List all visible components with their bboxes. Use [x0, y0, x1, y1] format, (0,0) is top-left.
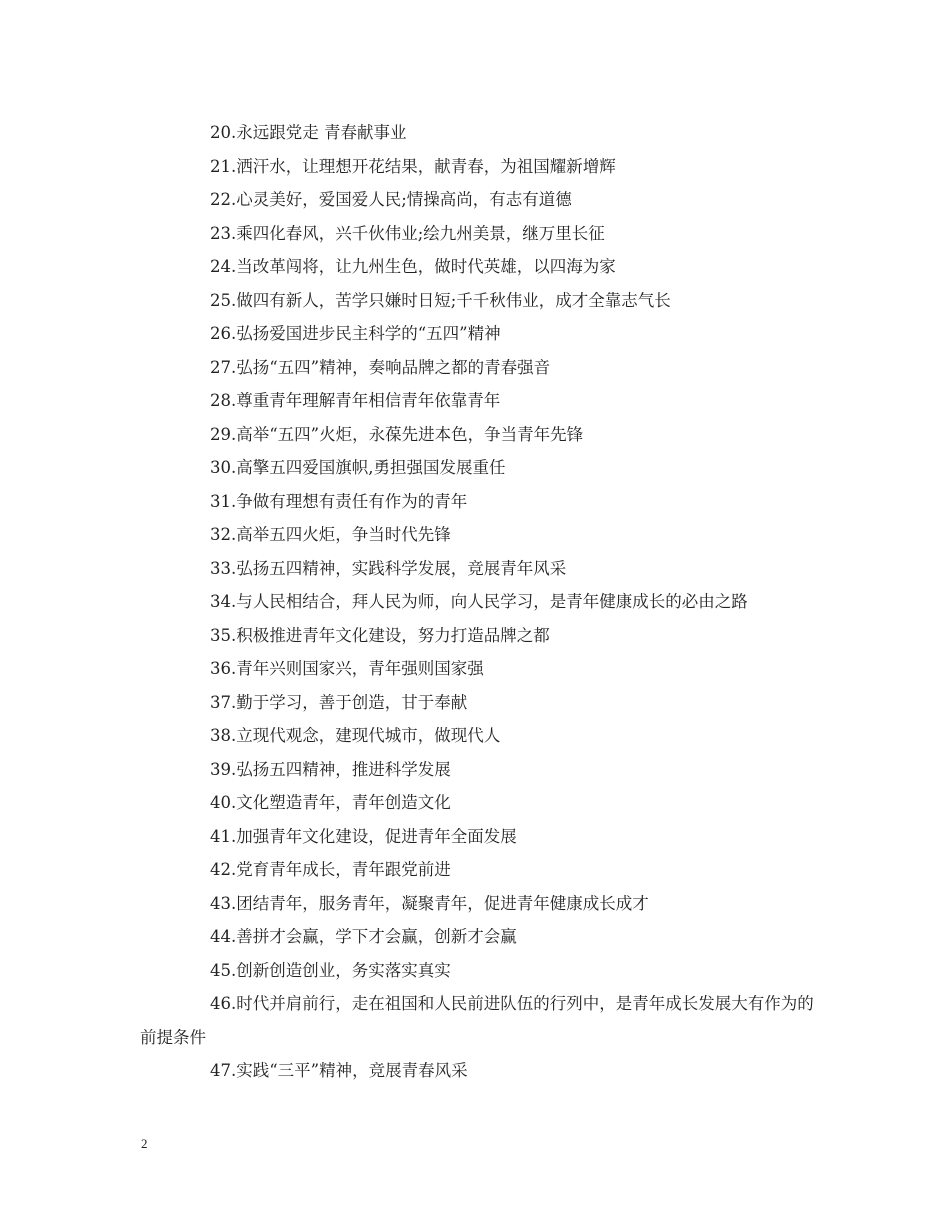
slogan-item	[140, 820, 820, 854]
slogan-item	[140, 485, 820, 519]
slogan-number: 36.	[210, 659, 237, 678]
slogan-item	[140, 451, 820, 485]
slogan-text: 加强青年文化建设，促进青年全面发展	[236, 826, 517, 846]
slogan-number: 25.	[210, 290, 237, 310]
slogan-text: 高举“五四”火炬，永葆先进本色，争当青年先锋	[236, 424, 584, 444]
slogan-text: 善拼才会赢，学下才会赢，创新才会赢	[236, 927, 517, 946]
slogan-text: 与人民相结合，拜人民为师，向人民学习，是青年健康成长的必由之路	[236, 592, 748, 611]
slogan-text: 团结青年，服务青年，凝聚青年，促进青年健康成长成才	[236, 893, 649, 913]
slogan-number: 45.	[210, 960, 237, 980]
slogan-text: 创新创造创业，务实落实真实	[236, 960, 451, 980]
slogan-text: 时代并肩前行，走在祖国和人民前进队伍的行列中，是青年成长发展大有作为的前提条件	[140, 994, 814, 1047]
slogan-number: 29.	[210, 424, 237, 444]
slogan-item	[140, 686, 820, 720]
slogan-text: 党育青年成长，青年跟党前进	[236, 860, 451, 879]
slogan-text: 做四有新人，苦学只嫌时日短;千千秋伟业，成才全靠志气长	[236, 290, 671, 310]
slogan-item	[140, 552, 820, 586]
slogan-text: 实践“三平”精神，竞展青春风采	[236, 1061, 468, 1080]
slogan-item	[140, 183, 820, 217]
slogan-text: 积极推进青年文化建设，努力打造品牌之都	[236, 625, 550, 645]
slogan-item	[140, 954, 820, 988]
slogan-item	[140, 753, 820, 787]
slogan-number: 26.	[210, 324, 237, 343]
slogan-text: 弘扬爱国进步民主科学的“五四”精神	[236, 324, 501, 343]
slogan-item	[140, 987, 820, 1054]
slogan-text: 永远跟党走 青春献事业	[236, 123, 407, 142]
slogan-number: 30.	[210, 458, 237, 477]
slogan-number: 27.	[210, 357, 237, 377]
slogan-number: 38.	[210, 726, 237, 745]
slogan-number: 47.	[210, 1061, 237, 1080]
slogan-text: 勤于学习，善于创造，甘于奉献	[236, 692, 468, 712]
slogan-number: 32.	[210, 525, 237, 544]
slogan-number: 24.	[210, 257, 237, 276]
slogan-item	[140, 418, 820, 452]
slogan-item	[140, 652, 820, 686]
slogan-item	[140, 317, 820, 351]
slogan-number: 43.	[210, 893, 237, 913]
slogan-number: 22.	[210, 190, 237, 209]
slogan-item	[140, 853, 820, 887]
slogan-number: 20.	[210, 123, 237, 142]
slogan-text: 立现代观念，建现代城市，做现代人	[236, 726, 501, 745]
slogan-number: 34.	[210, 592, 237, 611]
slogan-item	[140, 150, 820, 184]
slogan-number: 21.	[210, 156, 237, 176]
slogan-text: 文化塑造青年，青年创造文化	[236, 793, 451, 812]
slogan-text: 高举五四火炬，争当时代先锋	[236, 525, 451, 544]
slogan-item	[140, 786, 820, 820]
slogan-item	[140, 518, 820, 552]
slogan-text: 青年兴则国家兴，青年强则国家强	[236, 659, 484, 678]
slogan-number: 37.	[210, 692, 237, 712]
slogan-item	[140, 250, 820, 284]
slogan-item	[140, 116, 820, 150]
slogan-text: 尊重青年理解青年相信青年依靠青年	[236, 391, 501, 410]
slogan-text: 高擎五四爱国旗帜,勇担强国发展重任	[236, 458, 506, 477]
slogan-number: 35.	[210, 625, 237, 645]
slogan-text: 弘扬“五四”精神，奏响品牌之都的青春强音	[236, 357, 551, 377]
slogan-item	[140, 920, 820, 954]
slogan-number: 42.	[210, 860, 237, 879]
slogan-number: 28.	[210, 391, 237, 410]
slogan-text: 弘扬五四精神，实践科学发展，竞展青年风采	[236, 558, 567, 578]
slogan-text: 心灵美好，爱国爱人民;情操高尚，有志有道德	[236, 190, 572, 209]
slogan-number: 39.	[210, 759, 237, 779]
slogan-number: 44.	[210, 927, 237, 946]
slogan-item	[140, 351, 820, 385]
slogan-number: 31.	[210, 491, 237, 511]
slogan-number: 46.	[210, 994, 237, 1013]
slogan-item	[140, 1054, 820, 1088]
slogan-item	[140, 619, 820, 653]
slogan-text: 争做有理想有责任有作为的青年	[236, 491, 468, 511]
page-number: 2	[141, 1136, 148, 1151]
slogan-text: 当改革闯将，让九州生色，做时代英雄，以四海为家	[236, 257, 616, 276]
slogan-item	[140, 384, 820, 418]
slogan-item	[140, 719, 820, 753]
slogan-item	[140, 887, 820, 921]
slogan-number: 40.	[210, 793, 237, 812]
slogan-text: 乘四化春风，兴千伙伟业;绘九州美景，继万里长征	[236, 223, 605, 243]
slogan-number: 33.	[210, 558, 237, 578]
slogan-item	[140, 217, 820, 251]
slogan-list	[140, 116, 820, 1088]
slogan-number: 41.	[210, 826, 237, 846]
slogan-text: 洒汗水，让理想开花结果，献青春，为祖国耀新增辉	[236, 156, 616, 176]
slogan-item	[140, 585, 820, 619]
slogan-item	[140, 284, 820, 318]
slogan-number: 23.	[210, 223, 237, 243]
slogan-text: 弘扬五四精神，推进科学发展	[236, 759, 451, 779]
